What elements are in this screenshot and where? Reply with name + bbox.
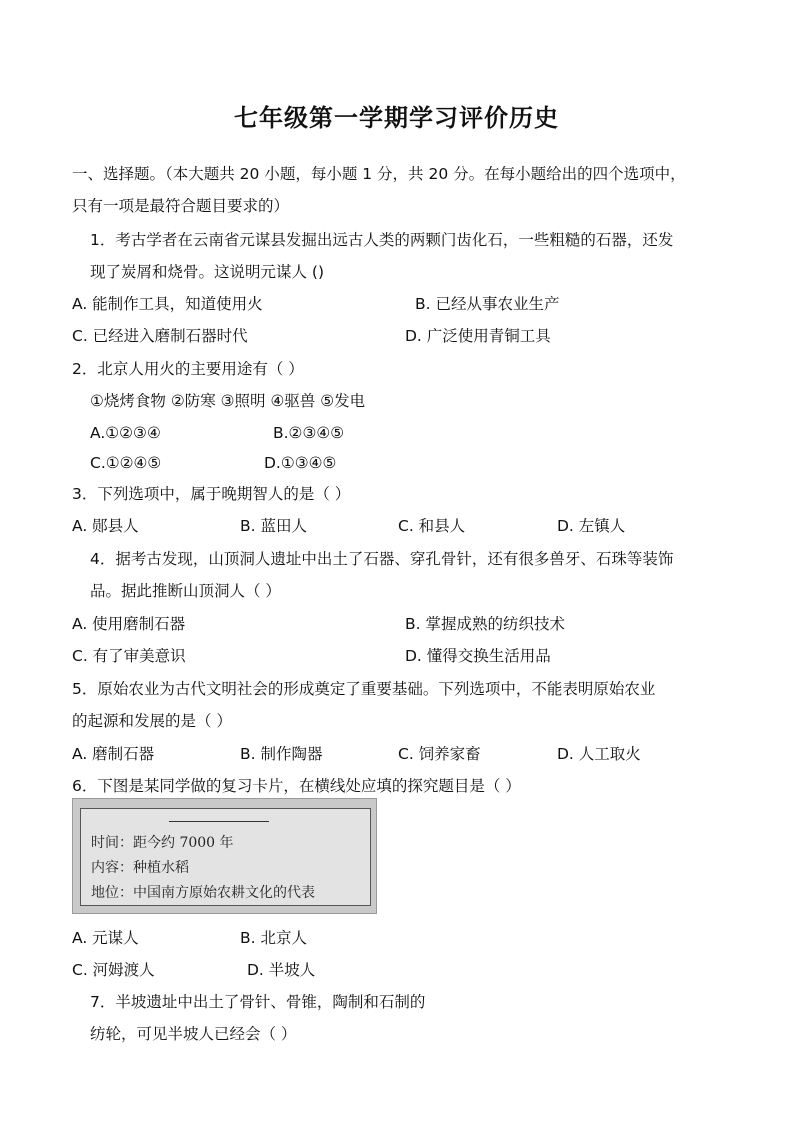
card-status: 地位：中国南方原始农耕文化的代表 xyxy=(91,885,315,901)
q1-option-b: B. 已经从事农业生产 xyxy=(415,295,560,313)
q1-option-d: D. 广泛使用青铜工具 xyxy=(405,327,551,345)
q7-stem-line1: 7．半坡遗址中出土了骨针、骨锥，陶制和石制的 xyxy=(90,993,426,1011)
review-card xyxy=(80,808,371,906)
q2-option-a: A.①②③④ xyxy=(90,424,161,442)
q2-stem: 2．北京人用火的主要用途有（ ） xyxy=(72,360,304,378)
q2-option-b: B.②③④⑤ xyxy=(273,424,345,442)
q4-option-a: A. 使用磨制石器 xyxy=(72,615,186,633)
q4-stem-line1: 4．据考古发现，山顶洞人遗址中出土了石器、穿孔骨针，还有很多兽牙、石珠等装饰 xyxy=(90,550,674,568)
q5-stem-line1: 5．原始农业为古代文明社会的形成奠定了重要基础。下列选项中，不能表明原始农业 xyxy=(72,680,656,698)
q1-stem-line1: 1．考古学者在云南省元谋县发掘出远古人类的两颗门齿化石，一些粗糙的石器，还发 xyxy=(90,231,674,249)
q6-option-b: B. 北京人 xyxy=(240,929,307,947)
section-instructions-line2: 只有一项是最符合题目要求的） xyxy=(72,197,290,215)
q1-option-c: C. 已经进入磨制石器时代 xyxy=(72,327,248,345)
q2-option-c: C.①②④⑤ xyxy=(90,454,162,472)
q3-option-c: C. 和县人 xyxy=(398,517,466,535)
q4-option-d: D. 懂得交换生活用品 xyxy=(405,647,551,665)
q5-option-b: B. 制作陶器 xyxy=(240,745,323,763)
q1-stem-line2: 现了炭屑和烧骨。这说明元谋人 () xyxy=(90,263,325,281)
q6-option-c: C. 河姆渡人 xyxy=(72,961,155,979)
q7-stem-line2: 纺轮，可见半坡人已经会（ ） xyxy=(90,1025,297,1043)
q1-option-a: A. 能制作工具，知道使用火 xyxy=(72,295,263,313)
q5-option-c: C. 饲养家畜 xyxy=(398,745,481,763)
q5-option-a: A. 磨制石器 xyxy=(72,745,155,763)
q4-option-b: B. 掌握成熟的纺织技术 xyxy=(405,615,565,633)
q2-items: ①烧烤食物 ②防寒 ③照明 ④驱兽 ⑤发电 xyxy=(90,392,366,410)
page-title: 七年级第一学期学习评价历史 xyxy=(234,103,559,132)
q4-option-c: C. 有了审美意识 xyxy=(72,647,186,665)
q4-stem-line2: 品。据此推断山顶洞人（ ） xyxy=(90,582,281,600)
q5-option-d: D. 人工取火 xyxy=(557,745,641,763)
q5-stem-line2: 的起源和发展的是（ ） xyxy=(72,712,232,730)
q3-stem: 3．下列选项中，属于晚期智人的是（ ） xyxy=(72,485,351,503)
review-card-photo xyxy=(72,798,377,914)
card-time: 时间：距今约 7000 年 xyxy=(91,835,234,851)
card-content: 内容：种植水稻 xyxy=(91,860,189,876)
q3-option-b: B. 蓝田人 xyxy=(240,517,307,535)
q6-option-a: A. 元谋人 xyxy=(72,929,139,947)
q3-option-d: D. 左镇人 xyxy=(557,517,626,535)
section-instructions-line1: 一、选择题。（本大题共 20 小题，每小题 1 分，共 20 分。在每小题给出的四个选项中， xyxy=(72,165,686,183)
q6-stem: 6．下图是某同学做的复习卡片，在横线处应填的探究题目是（ ） xyxy=(72,777,521,795)
blank-line xyxy=(169,821,269,822)
q6-option-d: D. 半坡人 xyxy=(247,961,316,979)
q3-option-a: A. 郧县人 xyxy=(72,517,139,535)
q2-option-d: D.①③④⑤ xyxy=(264,454,337,472)
